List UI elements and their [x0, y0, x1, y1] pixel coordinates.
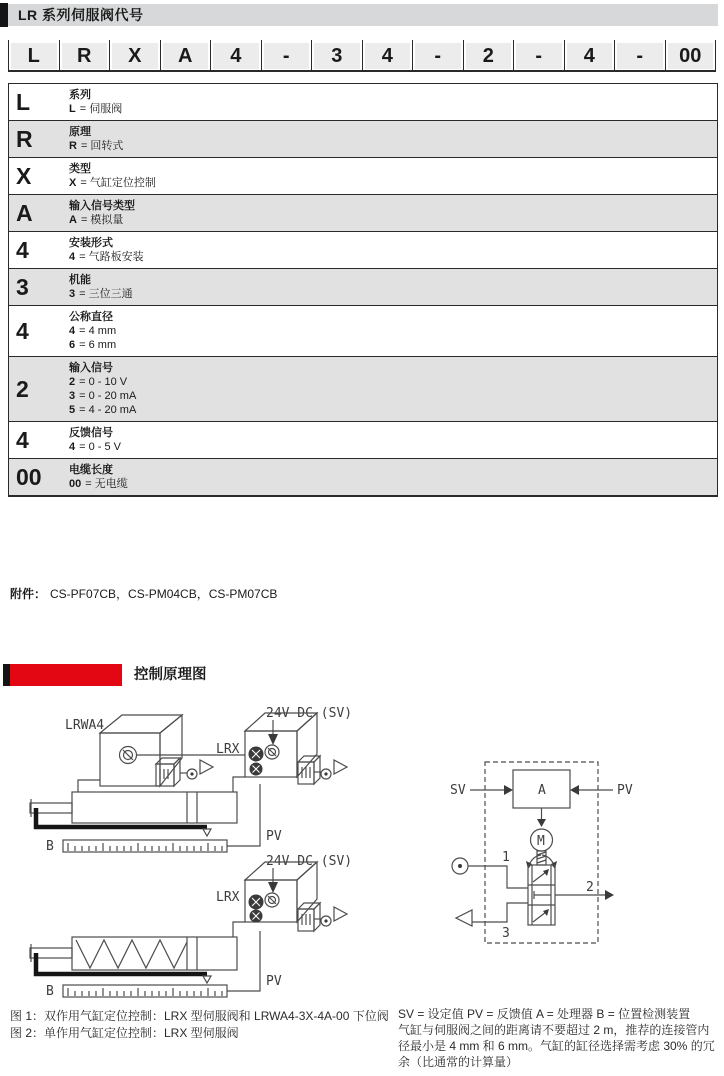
code-box — [261, 40, 312, 70]
control-block-schematic — [420, 745, 720, 960]
spec-row-value: 4 = 0 - 5 V — [69, 441, 122, 453]
fig2-measuring-scale — [63, 985, 227, 997]
spec-row-value: 3 = 0 - 20 mA — [69, 390, 137, 402]
fig2-pv-line — [227, 931, 260, 991]
fig1-supply-label: 24V DC (SV) — [266, 706, 353, 721]
spec-row-code: 2 — [16, 375, 29, 402]
schematic-port2-output — [555, 890, 614, 900]
fig1-lrx-label: LRX — [216, 742, 240, 757]
fig1-pv-line — [227, 784, 260, 846]
code-box-value: - — [617, 43, 663, 69]
spec-row — [9, 357, 717, 422]
fig2-single-acting-diagram — [30, 854, 352, 999]
code-box — [564, 40, 615, 70]
schematic-port1-supply — [452, 858, 528, 888]
code-box-value: - — [415, 43, 461, 69]
spec-row — [9, 84, 717, 121]
attachments-value: CS-PF07CB，CS-PM04CB，CS-PM07CB — [50, 587, 278, 601]
spec-row-title: 机能 — [69, 274, 91, 286]
model-code-row — [8, 40, 716, 72]
fig2-sensor-label: B — [46, 984, 54, 999]
fig1-lrwa4-exhaust-symbol — [180, 760, 213, 779]
schematic-processor-label: A — [538, 783, 546, 798]
code-box — [362, 40, 413, 70]
fig1-valve-cylinder-line — [233, 777, 245, 792]
code-box — [463, 40, 514, 70]
control-diagrams-figure — [10, 698, 400, 1008]
fig1-supply-arrow — [268, 720, 278, 745]
figure1-caption: 图 1：双作用气缸定位控制：LRX 型伺服阀和 LRWA4-3X-4A-00 下位阀 — [10, 1009, 389, 1023]
code-box-value: - — [516, 43, 562, 69]
spec-table — [8, 83, 718, 497]
section-accent-black — [3, 664, 10, 686]
fig2-pv-label: PV — [266, 974, 282, 989]
fig1-lrwa4-label: LRWA4 — [65, 718, 105, 733]
schematic-motor-label: M — [537, 834, 545, 849]
schematic-pv-label: PV — [617, 783, 633, 798]
schematic-rotary-shaft — [526, 851, 557, 869]
spec-row-code: L — [16, 88, 31, 115]
spec-row — [9, 158, 717, 195]
fig1-double-acting-cylinder — [30, 792, 237, 823]
control-section-header — [0, 664, 724, 686]
spec-row — [9, 195, 717, 232]
spec-row-title: 系列 — [69, 89, 91, 101]
code-box-value: 4 — [365, 43, 411, 69]
page-title: LR 系列伺服阀代号 — [18, 7, 144, 23]
spec-row-title: 安装形式 — [69, 237, 113, 249]
fig2-supply-label: 24V DC (SV) — [266, 854, 353, 869]
figure-captions — [10, 1008, 389, 1042]
spec-row — [9, 306, 717, 357]
spec-row — [9, 121, 717, 158]
spec-row-title: 反馈信号 — [69, 427, 113, 439]
code-box-value: 4 — [567, 43, 613, 69]
note-line: 余（比通常的计算量） — [398, 1055, 519, 1069]
spec-row-value: L = 伺服阀 — [69, 103, 123, 115]
fig2-lrx-exhaust-symbol — [314, 907, 347, 926]
code-box-value: 3 — [314, 43, 360, 69]
spec-row-value: X = 气缸定位控制 — [69, 177, 156, 189]
fig1-sensor-label: B — [46, 839, 54, 854]
code-box — [160, 40, 211, 70]
code-box — [109, 40, 160, 70]
code-box — [8, 40, 59, 70]
spec-row — [9, 459, 717, 495]
fig2-single-acting-cylinder — [30, 937, 237, 970]
spec-row-code: 4 — [16, 317, 29, 344]
spec-row-value: 4 = 气路板安装 — [69, 251, 144, 263]
spec-row-value: R = 回转式 — [69, 140, 124, 152]
code-box-value: 2 — [466, 43, 512, 69]
spec-row-value: 4 = 4 mm — [69, 325, 117, 337]
spec-row-code: X — [16, 162, 32, 189]
code-box-value: A — [163, 43, 209, 69]
code-box — [59, 40, 110, 70]
code-box — [665, 40, 717, 70]
spec-row-value: 3 = 三位三通 — [69, 288, 133, 300]
note-line: 径最小是 4 mm 和 6 mm。气缸的缸径选择需考虑 30% 的冗 — [398, 1039, 715, 1053]
spec-row-value: A = 模拟量 — [69, 214, 124, 226]
spec-row-value: 2 = 0 - 10 V — [69, 376, 128, 388]
spec-row-title: 类型 — [69, 163, 91, 175]
code-box — [614, 40, 665, 70]
code-box — [412, 40, 463, 70]
header-bar — [8, 4, 718, 26]
code-box-value: L — [11, 43, 57, 69]
spec-row-code: 4 — [16, 236, 29, 263]
code-box-value: 4 — [213, 43, 259, 69]
fig2-lrx-label: LRX — [216, 890, 240, 905]
note-line: 气缸与伺服阀之间的距离请不要超过 2 m，推荐的连接管内 — [398, 1023, 710, 1037]
spec-row-title: 电缆长度 — [69, 464, 113, 476]
fig1-double-acting-diagram — [30, 706, 352, 854]
spec-row-title: 输入信号 — [69, 362, 113, 374]
page-header — [0, 3, 718, 27]
schematic-port3-label: 3 — [502, 926, 510, 941]
spec-row-title: 输入信号类型 — [69, 200, 135, 212]
fig1-position-sensor-cable — [36, 808, 211, 836]
schematic-sv-arrow — [470, 785, 513, 795]
spec-row-code: A — [16, 199, 33, 226]
code-box-value: - — [264, 43, 310, 69]
spec-row — [9, 232, 717, 269]
fig1-measuring-scale — [63, 840, 227, 852]
schematic-port1-label: 1 — [502, 850, 510, 865]
attachments-line — [10, 585, 277, 602]
fig1-lrwa4-valve — [100, 715, 213, 786]
code-box-value: 00 — [668, 43, 714, 69]
spec-row-value: 00 = 无电缆 — [69, 478, 128, 490]
code-box-value: X — [112, 43, 158, 69]
spec-row-code: 3 — [16, 273, 29, 300]
schematic-sv-label: SV — [450, 783, 466, 798]
fig1-lrx-valve — [245, 713, 347, 784]
legend-line: SV = 设定值 PV = 反馈值 A = 处理器 B = 位置检测装置 — [398, 1007, 691, 1021]
code-box — [513, 40, 564, 70]
spec-row-code: 00 — [16, 463, 42, 490]
fig1-lrwa4-cylinder-line — [78, 780, 100, 792]
code-box — [311, 40, 362, 70]
figure2-caption: 图 2：单作用气缸定位控制：LRX 型伺服阀 — [10, 1026, 239, 1040]
attachments-label: 附件： — [10, 587, 47, 601]
fig1-lrx-exhaust-symbol — [314, 760, 347, 779]
code-box-value: R — [62, 43, 108, 69]
schematic-valve-block — [528, 865, 555, 925]
schematic-port3-exhaust — [456, 903, 528, 926]
schematic-port2-label: 2 — [586, 880, 594, 895]
code-box — [210, 40, 261, 70]
spec-row — [9, 269, 717, 306]
spec-row-value: 5 = 4 - 20 mA — [69, 404, 137, 416]
fig2-valve-cylinder-line — [233, 922, 245, 937]
spec-row-title: 原理 — [69, 126, 91, 138]
header-accent-bar — [0, 3, 8, 27]
schematic-motor-arrow — [537, 808, 546, 827]
section-accent-red — [10, 664, 122, 686]
spec-row-title: 公称直径 — [69, 311, 113, 323]
spec-row — [9, 422, 717, 459]
fig2-lrx-valve — [245, 862, 347, 931]
legend-note — [398, 1006, 722, 1070]
spec-row-code: 4 — [16, 426, 29, 453]
fig1-pv-label: PV — [266, 829, 282, 844]
schematic-pv-arrow — [570, 785, 613, 795]
spec-row-value: 6 = 6 mm — [69, 339, 117, 351]
spec-row-code: R — [16, 125, 33, 152]
section-title: 控制原理图 — [134, 667, 207, 683]
